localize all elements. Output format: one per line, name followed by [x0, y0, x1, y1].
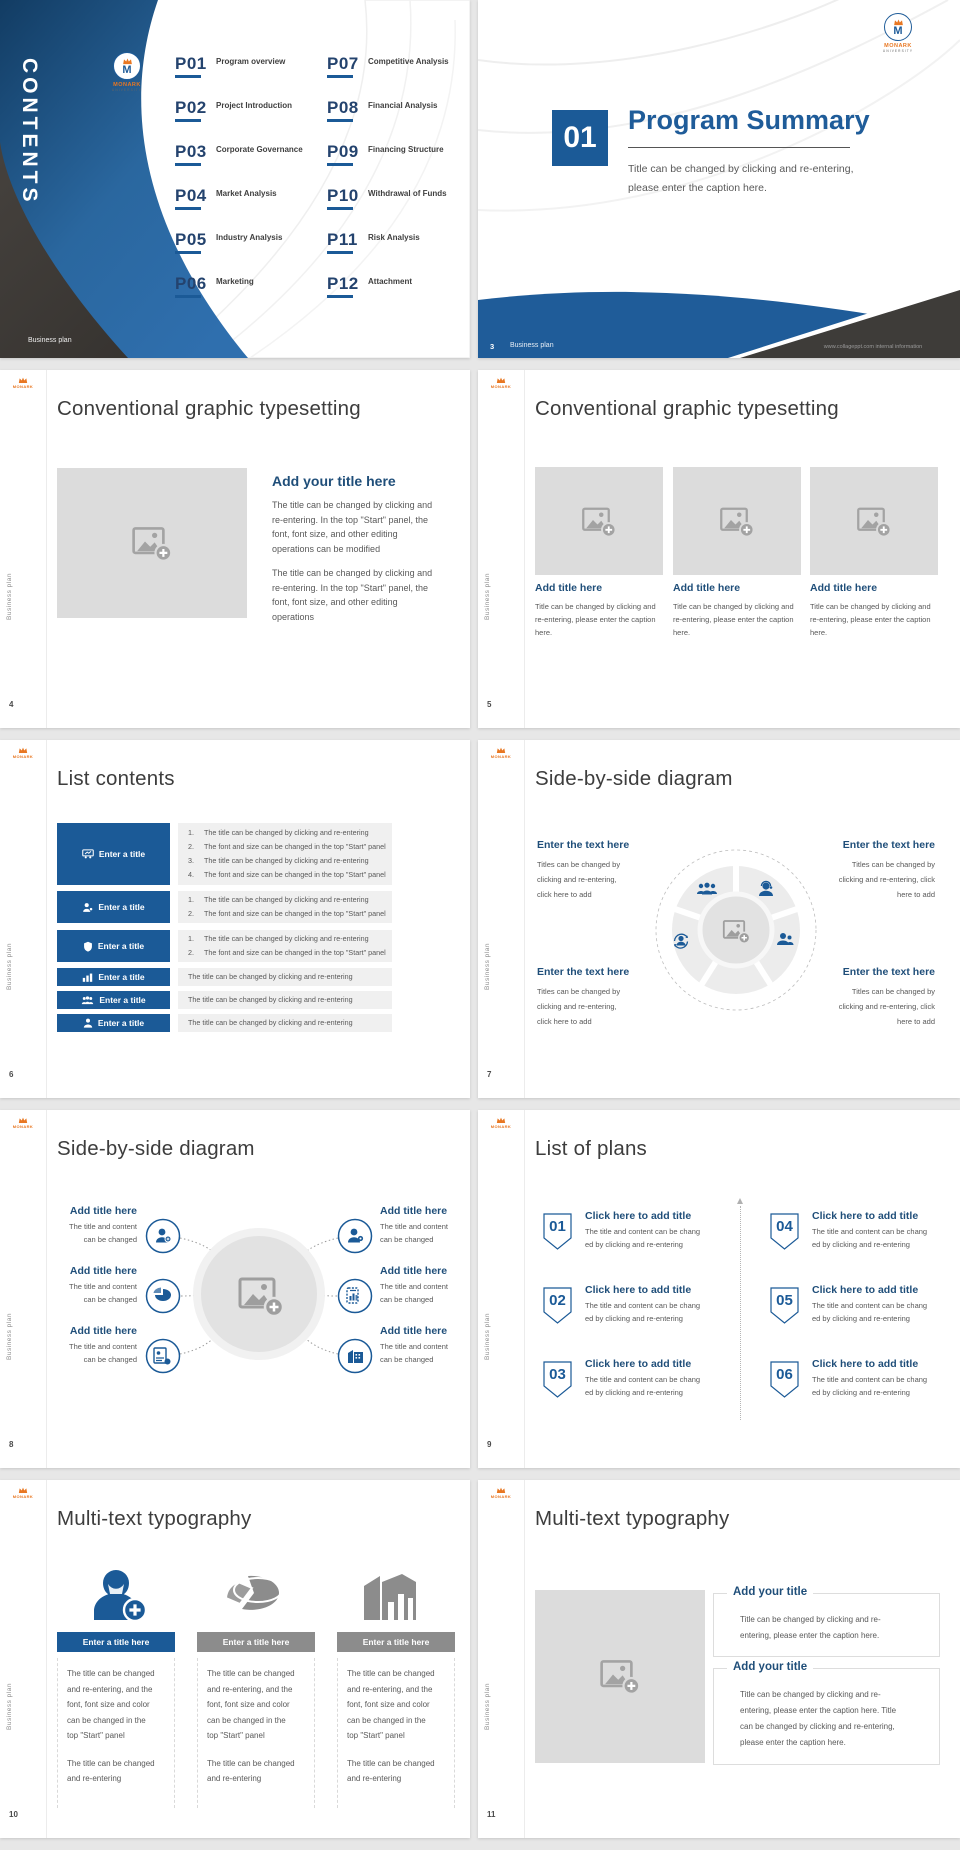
crown-icon: [18, 377, 28, 384]
toc-item: P06 Marketing: [175, 275, 335, 298]
side-label: Business plan: [6, 1313, 13, 1360]
image-add-icon: [131, 524, 173, 563]
slide-title: List contents: [57, 767, 175, 790]
card-heading: Add title here: [673, 582, 741, 594]
slide-title: Conventional graphic typesetting: [57, 397, 361, 420]
person-icon: [82, 902, 93, 913]
card-heading: Add title here: [810, 582, 878, 594]
university-logo: M MONARK UNIVERSITY: [105, 52, 149, 92]
toc-item: P10 Withdrawal of Funds: [327, 187, 470, 210]
divider-arrow-icon: [737, 1198, 743, 1204]
card-caption: Title can be changed by clicking and re-entering, please enter the caption here.: [673, 602, 794, 637]
list-title-box: [57, 1014, 170, 1032]
list-title-box: [57, 930, 170, 962]
margin-divider: [46, 1480, 47, 1838]
column-header: Enter a title here: [57, 1632, 175, 1652]
plan-number-badge: 02: [543, 1287, 572, 1324]
image-add-icon: [599, 1657, 641, 1696]
university-logo: MONARK: [6, 747, 40, 759]
toc-item: P01 Program overview: [175, 55, 335, 78]
university-logo: M MONARK UNIVERSITY: [876, 13, 920, 53]
diagram-text-block: Add title here The title and content can be changed: [380, 1205, 448, 1244]
plan-text: Click here to add title The title and content can be chang ed by clicking and re-entering: [585, 1210, 701, 1249]
slide-thumb-list-contents[interactable]: [0, 740, 470, 1098]
box-heading: Add your title: [727, 1661, 813, 1673]
list-title-label: Enter a title: [97, 941, 145, 951]
diagram-text-block: Enter the text here Titles can be changed by clicking and re-entering, click here to add: [537, 966, 630, 1026]
margin-divider: [46, 740, 47, 1098]
card-heading: Add title here: [535, 582, 603, 594]
toc-item: P07 Competitive Analysis: [327, 55, 470, 78]
body-heading: Add your title here: [272, 473, 396, 489]
diagram-text-block: Add title here The title and content can be changed: [380, 1265, 448, 1304]
side-label: Business plan: [484, 1313, 491, 1360]
diagram-text-block: Enter the text here Titles can be changed by clicking and re-entering, click here to add: [838, 839, 935, 899]
text-box: [713, 1661, 940, 1765]
text-box: [713, 1586, 940, 1657]
crown-icon: [18, 1487, 28, 1494]
plan-number-badge: 03: [543, 1361, 572, 1398]
side-label: Business plan: [6, 573, 13, 620]
university-logo: MONARK: [484, 1117, 518, 1129]
footer-url: www.collageppt.com internal information: [823, 344, 923, 350]
margin-divider: [524, 1110, 525, 1468]
card-caption: Title can be changed by clicking and re-entering, please enter the caption here.: [810, 602, 931, 637]
box-caption: Title can be changed by clicking and re- entering, please enter the caption here.: [740, 1615, 881, 1640]
slide-thumb-list-of-plans[interactable]: [478, 1110, 960, 1468]
page-number: 3: [490, 342, 495, 351]
toc-item: P12 Attachment: [327, 275, 470, 298]
university-logo: MONARK: [6, 1117, 40, 1129]
person-add-icon: [80, 1566, 152, 1624]
crown-icon: [496, 377, 506, 384]
diagram-text-block: Enter the text here Titles can be changed by clicking and re-entering, click here to add: [838, 966, 935, 1026]
image-add-icon: [719, 505, 755, 538]
column-body: The title can be changed and re-entering, and the font, font size and color can be changed in the top "Start" panel The title can be changed and re-entering: [57, 1658, 175, 1808]
section-caption: Title can be changed by clicking and re-entering, please enter the caption here.: [628, 163, 854, 194]
column-header: Enter a title here: [337, 1632, 455, 1652]
diagram-text-block: Add title here The title and content can be changed: [380, 1325, 448, 1364]
diagram-text-block: Add title here The title and content can be changed: [69, 1265, 137, 1304]
side-label: Business plan: [484, 1683, 491, 1730]
shield-icon: [83, 941, 93, 952]
list-text-panel: The title can be changed by clicking and re-entering: [178, 968, 392, 986]
toc-item: P11 Risk Analysis: [327, 231, 470, 254]
slide-thumb-typesetting-single[interactable]: [0, 370, 470, 728]
plan-number-badge: 04: [770, 1213, 799, 1250]
slide-title: Multi-text typography: [57, 1507, 252, 1530]
toc-item: P02 Project Introduction: [175, 99, 335, 122]
card-caption: Title can be changed by clicking and re-entering, please enter the caption here.: [535, 602, 656, 637]
list-title-label: Enter a title: [97, 1018, 145, 1028]
side-label: Business plan: [484, 943, 491, 990]
toc-item: P03 Corporate Governance: [175, 143, 335, 166]
margin-divider: [524, 370, 525, 728]
page-number: 8: [9, 1440, 14, 1449]
box-caption: Title can be changed by clicking and re- entering, please enter the caption here. Title can be changed by clicking and re-entering, please enter the caption here.: [740, 1690, 897, 1747]
list-text-panel: The title can be changed by clicking and re-entering: [178, 991, 392, 1009]
crown-icon: [496, 1487, 506, 1494]
contents-background-shapes: [0, 0, 470, 358]
image-placeholder: [673, 467, 801, 575]
slide-thumb-typography-image[interactable]: [478, 1480, 960, 1838]
university-logo: MONARK: [6, 377, 40, 389]
slide-thumb-wheel-diagram[interactable]: [478, 740, 960, 1098]
diagram-text-block: Add title here The title and content can be changed: [69, 1325, 137, 1364]
building-chart-icon: [356, 1566, 428, 1624]
list-title-label: Enter a title: [98, 849, 146, 859]
toc-item: P09 Financing Structure: [327, 143, 470, 166]
team-icon: [81, 996, 94, 1005]
section-number-badge: 01: [552, 110, 608, 166]
plan-number-badge: 05: [770, 1287, 799, 1324]
column-body: The title can be changed and re-entering, and the font, font size and color can be changed in the top "Start" panel The title can be changed and re-entering: [197, 1658, 315, 1808]
list-text-panel: The title can be changed by clicking and re-entering: [178, 1014, 392, 1032]
slide-footer-label: Business plan: [510, 342, 554, 349]
body-paragraph: The title can be changed by clicking and re-entering. In the top "Start" panel, the font, font size, and other editing operations: [272, 568, 433, 622]
university-logo: MONARK: [484, 747, 518, 759]
slide-title: List of plans: [535, 1137, 647, 1160]
slide-title: Conventional graphic typesetting: [535, 397, 839, 420]
page-number: 5: [487, 700, 492, 709]
plan-text: Click here to add title The title and content can be chang ed by clicking and re-entering: [585, 1284, 701, 1323]
slide-title: Multi-text typography: [535, 1507, 730, 1530]
contents-vertical-title: CONTENTS: [18, 58, 41, 206]
crown-icon: [496, 1117, 506, 1124]
plan-text: Click here to add title The title and content can be chang ed by clicking and re-entering: [812, 1284, 928, 1323]
page-number: 10: [9, 1810, 18, 1819]
pie-3d-icon: [216, 1568, 292, 1622]
diagram-text-block: Add title here The title and content can be changed: [69, 1205, 137, 1244]
margin-divider: [524, 1480, 525, 1838]
list-text-panel: 1. The title can be changed by clicking and re-entering 2. The font and size can be changed in the top "Start" panel: [178, 930, 392, 962]
body-paragraph: The title can be changed by clicking and re-entering. In the top "Start" panel, the font, font size, and other editing operations can be modified: [272, 500, 433, 554]
list-title-box: [57, 991, 170, 1009]
margin-divider: [46, 370, 47, 728]
column-header: Enter a title here: [197, 1632, 315, 1652]
bar-chart-icon: [82, 973, 93, 982]
plan-text: Click here to add title The title and content can be chang ed by clicking and re-entering: [812, 1210, 928, 1249]
page-number: 4: [9, 700, 14, 709]
page-number: 11: [487, 1810, 496, 1819]
list-title-label: Enter a title: [98, 902, 145, 912]
slide-title: Side-by-side diagram: [535, 767, 733, 790]
list-title-box: [57, 891, 170, 923]
image-add-icon: [581, 505, 617, 538]
plan-text: Click here to add title The title and content can be chang ed by clicking and re-entering: [585, 1358, 701, 1397]
toc-item: P04 Market Analysis: [175, 187, 335, 210]
toc-item: P08 Financial Analysis: [327, 99, 470, 122]
plan-number-badge: 06: [770, 1361, 799, 1398]
page-number: 6: [9, 1070, 14, 1079]
university-logo: MONARK: [484, 377, 518, 389]
section-title: Program Summary: [628, 105, 870, 135]
list-text-panel: 1. The title can be changed by clicking and re-entering 2. The font and size can be changed in the top "Start" panel 3. The title can be changed by clicking and re-entering 4. The font and size can be changed in the top "Start" panel: [178, 823, 392, 885]
side-label: Business plan: [6, 1683, 13, 1730]
crown-icon: [496, 747, 506, 754]
plan-text: Click here to add title The title and content can be chang ed by clicking and re-entering: [812, 1358, 928, 1397]
diagram-text-block: Enter the text here Titles can be changed by clicking and re-entering, click here to add: [537, 839, 630, 899]
presentation-icon: [82, 849, 94, 859]
page-number: 7: [487, 1070, 492, 1079]
slide-thumb-section-header[interactable]: [478, 0, 960, 358]
plan-number-badge: 01: [543, 1213, 572, 1250]
margin-divider: [524, 740, 525, 1098]
slide-thumb-hub-diagram[interactable]: [0, 1110, 470, 1468]
university-logo: MONARK: [484, 1487, 518, 1499]
list-text-panel: 1. The title can be changed by clicking and re-entering 2. The font and size can be changed in the top "Start" panel: [178, 891, 392, 923]
list-title-box: [57, 823, 170, 885]
slide-thumb-typesetting-triple[interactable]: [478, 370, 960, 728]
title-underline: [628, 147, 850, 148]
slide-thumb-typography-columns[interactable]: [0, 1480, 470, 1838]
image-placeholder: [810, 467, 938, 575]
side-label: Business plan: [6, 943, 13, 990]
user-icon: [83, 1018, 93, 1028]
list-title-label: Enter a title: [99, 995, 146, 1005]
image-placeholder: [57, 468, 247, 618]
side-label: Business plan: [484, 573, 491, 620]
university-logo: MONARK: [6, 1487, 40, 1499]
column-body: The title can be changed and re-entering, and the font, font size and color can be changed in the top "Start" panel The title can be changed and re-entering: [337, 1658, 455, 1808]
wheel-graphic: [636, 828, 836, 1032]
slide-footer-label: Business plan: [28, 337, 72, 344]
list-title-box: [57, 968, 170, 986]
crown-icon: [18, 747, 28, 754]
slide-title: Side-by-side diagram: [57, 1137, 255, 1160]
toc-item: P05 Industry Analysis: [175, 231, 335, 254]
image-placeholder: [535, 467, 663, 575]
image-placeholder: [535, 1590, 705, 1763]
image-add-icon: [856, 505, 892, 538]
slide-thumb-contents[interactable]: [0, 0, 470, 358]
divider-dotted: [740, 1206, 741, 1420]
box-heading: Add your title: [727, 1586, 813, 1598]
page-number: 9: [487, 1440, 492, 1449]
list-title-label: Enter a title: [98, 972, 145, 982]
